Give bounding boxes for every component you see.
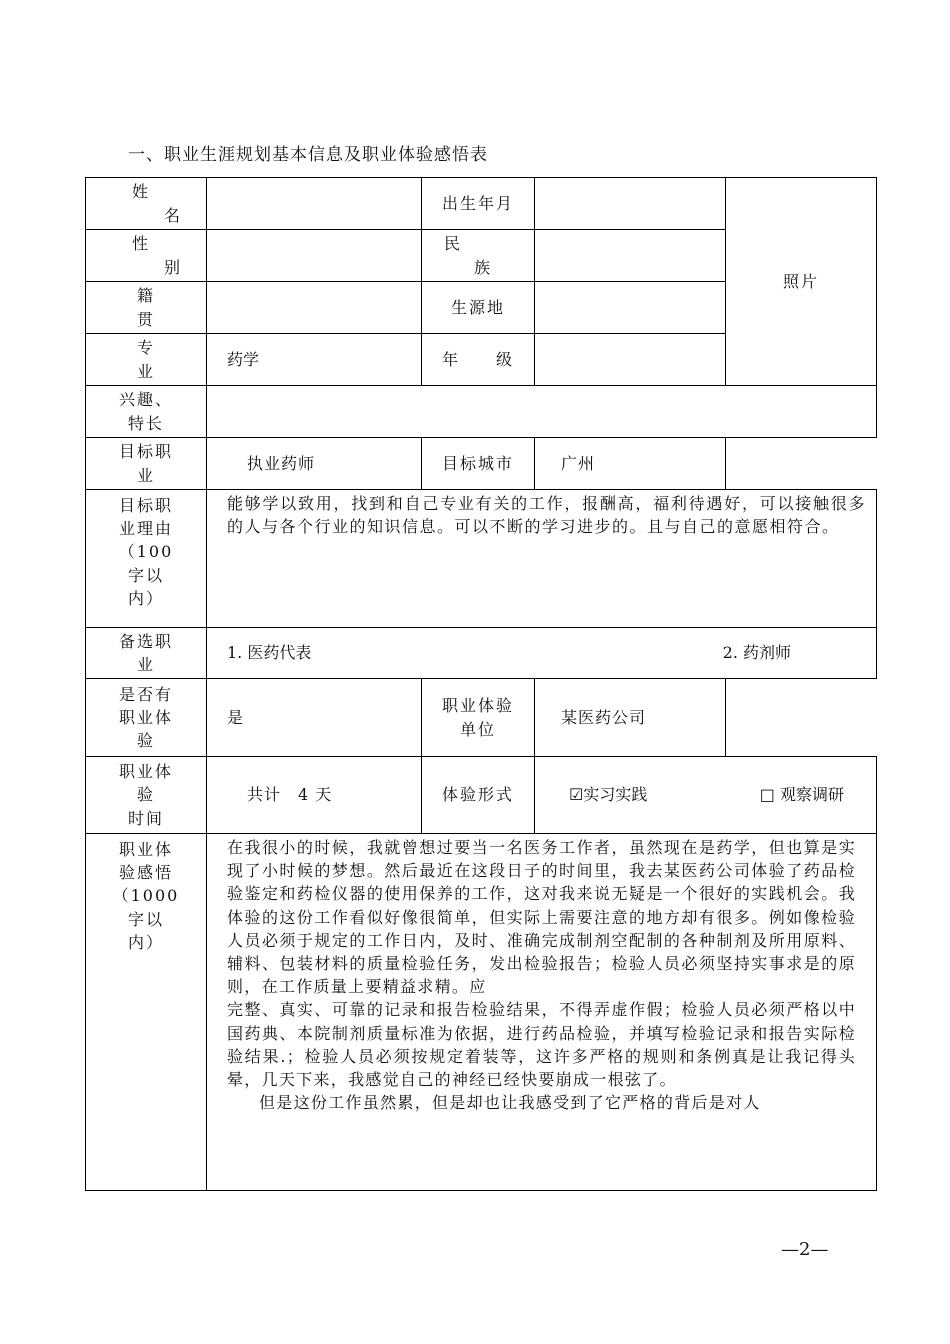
form-title: 一、职业生涯规划基本信息及职业体验感悟表 [128, 145, 488, 165]
gender-field[interactable] [207, 230, 422, 282]
feel-paragraph: 完整、真实、可靠的记录和报告检验结果，不得弄虚作假；检验人员必须严格以中国药典、本院制剂质量标准为依据，进行药品检验，并填写检验记录和报告实际检验结果.；检验人员必须按规定着装等，这许多严格的规则和条例真是让我记得头晕，几天下来，我感觉自己的神经已经快要崩成一根弦了。 [227, 1000, 856, 1089]
exp-time-label: 职业体 验 时间 [86, 757, 207, 834]
target-job-label: 目标职 业 [86, 438, 207, 490]
alt-job-field[interactable] [207, 628, 877, 679]
hobby-label: 兴趣、 特长 [86, 386, 207, 438]
major-label: 专 业 [86, 334, 207, 386]
observation-checkbox[interactable]: □ 观察调研 [759, 785, 844, 805]
internship-checkbox[interactable]: ☑实习实践 [569, 785, 648, 805]
exp-unit-label: 职业体验 单位 [422, 679, 535, 757]
ethnic-label: 民 族 [422, 230, 535, 282]
name-field[interactable] [207, 178, 422, 230]
birth-label: 出生年月 [422, 178, 535, 230]
ethnic-field[interactable] [535, 230, 726, 282]
source-field[interactable] [535, 282, 726, 334]
feel-field[interactable] [207, 834, 877, 1191]
grade-field[interactable] [535, 334, 726, 386]
has-exp-field[interactable]: 是 [207, 679, 422, 757]
exp-unit-field[interactable]: 某医药公司 [535, 679, 726, 757]
target-city-field[interactable]: 广州 [535, 438, 726, 490]
alt-job-2: 2. 药剂师 [722, 643, 791, 663]
origin-label: 籍 贯 [86, 282, 207, 334]
photo-box[interactable] [726, 178, 877, 386]
birth-field[interactable] [535, 178, 726, 230]
grade-label: 年 级 [422, 334, 535, 386]
feel-paragraph: 在我很小的时候，我就曾想过要当一名医务工作者，虽然现在是药学，但也算是实现了小时候的梦想。然后最近在这段日子的时间里，我去某医药公司体验了药品检验鉴定和药检仪器的使用保养的工作，这对我来说无疑是一个很好的实践机会。我体验的这份工作看似好像很简单，但实际上需要注意的地方却有很多。例如像检验人员必须于规定的工作日内，及时、准确完成制剂空配制的各种制剂及所用原料、辅料、包装材料的质量检验任务，发出检验报告；检验人员必须坚持实事求是的原则，在工作质量上要精益求精。应 [227, 838, 856, 997]
name-label: 姓 名 [86, 178, 207, 230]
page-number: —2— [781, 1239, 829, 1260]
career-info-table [85, 177, 877, 1191]
reason-field[interactable]: 能够学以致用，找到和自己专业有关的工作，报酬高，福利待遇好，可以接触很多的人与各个行业的知识信息。可以不断的学习进步的。且与自己的意愿相符合。 [207, 490, 877, 628]
exp-form-field [535, 757, 877, 834]
alt-job-1: 1. 医药代表 [227, 643, 312, 663]
alt-job-label: 备选职 业 [86, 628, 207, 679]
exp-time-field[interactable]: 共计 4 天 [207, 757, 422, 834]
feel-label: 职业体 验感悟 （1000 字以 内） [86, 834, 207, 1191]
origin-field[interactable] [207, 282, 422, 334]
hobby-field[interactable] [207, 386, 877, 438]
feel-paragraph: 但是这份工作虽然累，但是却也让我感受到了它严格的背后是对人 [259, 1093, 761, 1113]
gender-label: 性 别 [86, 230, 207, 282]
source-label: 生源地 [422, 282, 535, 334]
photo-label: 照片 [782, 271, 819, 291]
has-exp-label: 是否有 职业体 验 [86, 679, 207, 757]
reason-label: 目标职 业理由 （100 字以 内） [86, 490, 207, 628]
major-field[interactable]: 药学 [207, 334, 422, 386]
target-job-field[interactable]: 执业药师 [207, 438, 422, 490]
target-city-label: 目标城市 [422, 438, 535, 490]
exp-form-label: 体验形式 [422, 757, 535, 834]
